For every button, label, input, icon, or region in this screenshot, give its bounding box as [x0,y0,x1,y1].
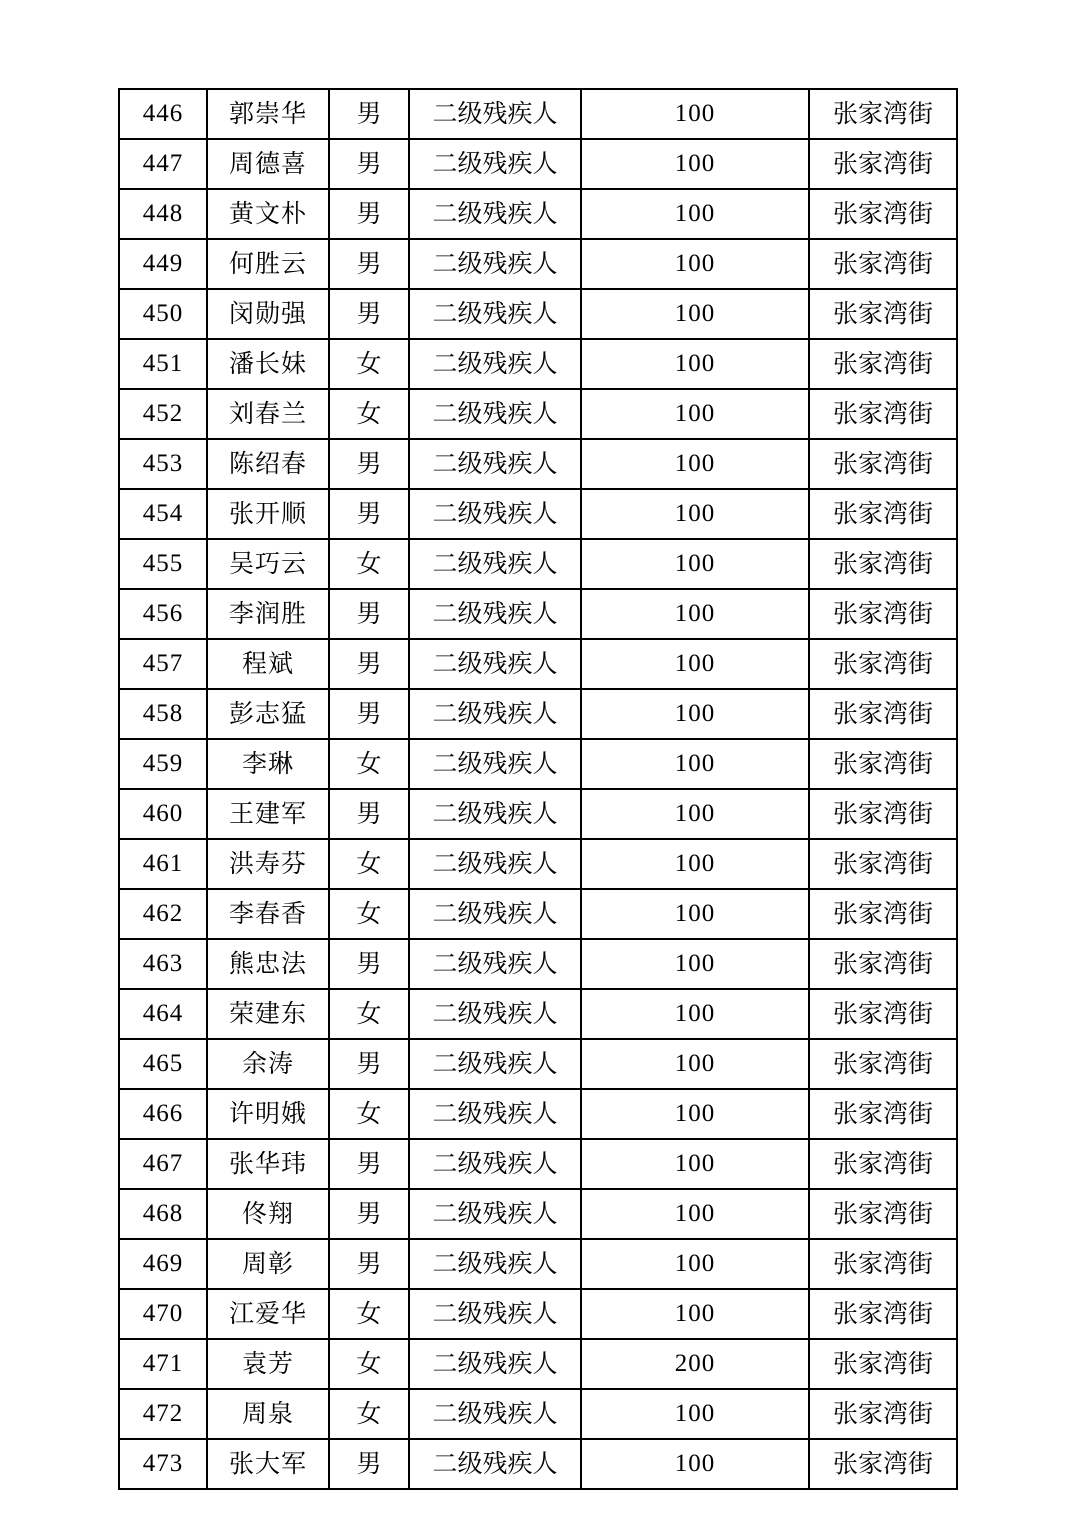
row-name-cell: 郭崇华 [207,89,329,139]
row-category-cell: 二级残疾人 [409,1039,581,1089]
row-index-cell: 468 [119,1189,207,1239]
row-name-cell: 李润胜 [207,589,329,639]
row-index-cell: 463 [119,939,207,989]
row-street-cell: 张家湾街 [809,289,957,339]
row-gender-cell: 男 [329,789,409,839]
row-amount-cell: 100 [581,989,809,1039]
row-amount-cell: 100 [581,439,809,489]
row-index-cell: 459 [119,739,207,789]
table-row [119,1039,957,1089]
row-street-cell: 张家湾街 [809,489,957,539]
row-amount-cell: 100 [581,1389,809,1439]
row-name-cell: 何胜云 [207,239,329,289]
row-amount-cell: 100 [581,1439,809,1489]
row-category-cell: 二级残疾人 [409,389,581,439]
row-gender-cell: 女 [329,989,409,1039]
row-index-cell: 458 [119,689,207,739]
table-row [119,239,957,289]
row-amount-cell: 100 [581,189,809,239]
row-index-cell: 473 [119,1439,207,1489]
row-name-cell: 闵勋强 [207,289,329,339]
row-amount-cell: 100 [581,639,809,689]
row-category-cell: 二级残疾人 [409,1189,581,1239]
row-name-cell: 黄文朴 [207,189,329,239]
row-gender-cell: 男 [329,1139,409,1189]
row-amount-cell: 200 [581,1339,809,1389]
row-index-cell: 449 [119,239,207,289]
row-gender-cell: 男 [329,189,409,239]
row-category-cell: 二级残疾人 [409,1339,581,1389]
table-row [119,739,957,789]
row-category-cell: 二级残疾人 [409,889,581,939]
table-row [119,689,957,739]
row-name-cell: 刘春兰 [207,389,329,439]
row-name-cell: 李春香 [207,889,329,939]
row-category-cell: 二级残疾人 [409,339,581,389]
row-category-cell: 二级残疾人 [409,839,581,889]
row-gender-cell: 男 [329,1039,409,1089]
row-street-cell: 张家湾街 [809,639,957,689]
row-index-cell: 460 [119,789,207,839]
row-amount-cell: 100 [581,89,809,139]
table-row [119,1089,957,1139]
row-name-cell: 陈绍春 [207,439,329,489]
row-amount-cell: 100 [581,689,809,739]
row-name-cell: 程斌 [207,639,329,689]
row-amount-cell: 100 [581,1239,809,1289]
row-amount-cell: 100 [581,539,809,589]
row-gender-cell: 男 [329,589,409,639]
row-index-cell: 457 [119,639,207,689]
row-amount-cell: 100 [581,1089,809,1139]
table-row [119,939,957,989]
table-row [119,289,957,339]
row-street-cell: 张家湾街 [809,739,957,789]
row-index-cell: 452 [119,389,207,439]
row-street-cell: 张家湾街 [809,189,957,239]
row-amount-cell: 100 [581,339,809,389]
row-name-cell: 周德喜 [207,139,329,189]
row-name-cell: 余涛 [207,1039,329,1089]
subsidy-roster-table [118,88,958,1490]
row-name-cell: 许明娥 [207,1089,329,1139]
row-street-cell: 张家湾街 [809,689,957,739]
table-row [119,1289,957,1339]
row-index-cell: 454 [119,489,207,539]
row-street-cell: 张家湾街 [809,89,957,139]
row-gender-cell: 女 [329,889,409,939]
table-row [119,839,957,889]
row-street-cell: 张家湾街 [809,1439,957,1489]
row-street-cell: 张家湾街 [809,1339,957,1389]
row-category-cell: 二级残疾人 [409,989,581,1039]
row-index-cell: 455 [119,539,207,589]
row-gender-cell: 女 [329,339,409,389]
row-street-cell: 张家湾街 [809,839,957,889]
row-index-cell: 470 [119,1289,207,1339]
row-category-cell: 二级残疾人 [409,139,581,189]
row-gender-cell: 女 [329,1289,409,1339]
row-street-cell: 张家湾街 [809,939,957,989]
row-name-cell: 洪寿芬 [207,839,329,889]
row-gender-cell: 男 [329,89,409,139]
row-category-cell: 二级残疾人 [409,639,581,689]
row-gender-cell: 男 [329,639,409,689]
row-index-cell: 451 [119,339,207,389]
table-row [119,989,957,1039]
row-category-cell: 二级残疾人 [409,789,581,839]
row-street-cell: 张家湾街 [809,1189,957,1239]
row-index-cell: 453 [119,439,207,489]
row-amount-cell: 100 [581,389,809,439]
row-street-cell: 张家湾街 [809,1239,957,1289]
table-row [119,889,957,939]
row-gender-cell: 女 [329,1089,409,1139]
table-row [119,1139,957,1189]
table-row [119,389,957,439]
row-category-cell: 二级残疾人 [409,1239,581,1289]
row-street-cell: 张家湾街 [809,339,957,389]
row-category-cell: 二级残疾人 [409,1289,581,1339]
table-row [119,89,957,139]
row-category-cell: 二级残疾人 [409,439,581,489]
table-row [119,1439,957,1489]
row-index-cell: 446 [119,89,207,139]
row-gender-cell: 男 [329,939,409,989]
row-amount-cell: 100 [581,889,809,939]
row-name-cell: 潘长妹 [207,339,329,389]
row-gender-cell: 女 [329,539,409,589]
row-amount-cell: 100 [581,1289,809,1339]
row-name-cell: 李琳 [207,739,329,789]
row-index-cell: 471 [119,1339,207,1389]
row-street-cell: 张家湾街 [809,389,957,439]
row-index-cell: 464 [119,989,207,1039]
table-row [119,1239,957,1289]
row-name-cell: 荣建东 [207,989,329,1039]
row-index-cell: 467 [119,1139,207,1189]
row-gender-cell: 女 [329,1389,409,1439]
row-category-cell: 二级残疾人 [409,739,581,789]
table-row [119,789,957,839]
row-gender-cell: 男 [329,489,409,539]
row-street-cell: 张家湾街 [809,1089,957,1139]
row-category-cell: 二级残疾人 [409,539,581,589]
row-name-cell: 张开顺 [207,489,329,539]
table-row [119,1189,957,1239]
row-name-cell: 袁芳 [207,1339,329,1389]
row-gender-cell: 男 [329,689,409,739]
row-category-cell: 二级残疾人 [409,1139,581,1189]
row-street-cell: 张家湾街 [809,1289,957,1339]
row-gender-cell: 男 [329,1189,409,1239]
table-row [119,1339,957,1389]
row-gender-cell: 男 [329,289,409,339]
row-index-cell: 465 [119,1039,207,1089]
row-gender-cell: 女 [329,739,409,789]
row-name-cell: 吴巧云 [207,539,329,589]
row-amount-cell: 100 [581,489,809,539]
row-amount-cell: 100 [581,589,809,639]
row-gender-cell: 男 [329,1239,409,1289]
row-amount-cell: 100 [581,1189,809,1239]
row-amount-cell: 100 [581,939,809,989]
row-gender-cell: 男 [329,439,409,489]
row-index-cell: 447 [119,139,207,189]
row-gender-cell: 男 [329,1439,409,1489]
row-index-cell: 466 [119,1089,207,1139]
row-name-cell: 熊忠法 [207,939,329,989]
row-amount-cell: 100 [581,1039,809,1089]
row-index-cell: 469 [119,1239,207,1289]
row-name-cell: 江爱华 [207,1289,329,1339]
row-index-cell: 461 [119,839,207,889]
table-row [119,339,957,389]
row-street-cell: 张家湾街 [809,439,957,489]
row-street-cell: 张家湾街 [809,589,957,639]
row-category-cell: 二级残疾人 [409,239,581,289]
row-street-cell: 张家湾街 [809,139,957,189]
row-category-cell: 二级残疾人 [409,589,581,639]
table-row [119,439,957,489]
table-row [119,589,957,639]
row-amount-cell: 100 [581,839,809,889]
table-row [119,489,957,539]
table-row [119,539,957,589]
row-amount-cell: 100 [581,139,809,189]
row-amount-cell: 100 [581,239,809,289]
row-category-cell: 二级残疾人 [409,489,581,539]
table-row [119,189,957,239]
row-name-cell: 张华玮 [207,1139,329,1189]
row-category-cell: 二级残疾人 [409,89,581,139]
row-street-cell: 张家湾街 [809,1389,957,1439]
row-category-cell: 二级残疾人 [409,1439,581,1489]
row-gender-cell: 男 [329,139,409,189]
row-category-cell: 二级残疾人 [409,689,581,739]
row-street-cell: 张家湾街 [809,789,957,839]
row-street-cell: 张家湾街 [809,239,957,289]
row-street-cell: 张家湾街 [809,539,957,589]
row-amount-cell: 100 [581,739,809,789]
row-gender-cell: 女 [329,389,409,439]
row-index-cell: 462 [119,889,207,939]
row-index-cell: 456 [119,589,207,639]
row-name-cell: 佟翔 [207,1189,329,1239]
table-row [119,139,957,189]
table-row [119,639,957,689]
row-street-cell: 张家湾街 [809,1139,957,1189]
row-gender-cell: 女 [329,1339,409,1389]
row-name-cell: 彭志猛 [207,689,329,739]
row-gender-cell: 男 [329,239,409,289]
row-amount-cell: 100 [581,1139,809,1189]
row-gender-cell: 女 [329,839,409,889]
row-category-cell: 二级残疾人 [409,939,581,989]
row-name-cell: 周泉 [207,1389,329,1439]
row-street-cell: 张家湾街 [809,989,957,1039]
row-category-cell: 二级残疾人 [409,189,581,239]
row-index-cell: 472 [119,1389,207,1439]
table-row [119,1389,957,1439]
row-amount-cell: 100 [581,289,809,339]
row-index-cell: 448 [119,189,207,239]
row-category-cell: 二级残疾人 [409,1089,581,1139]
row-amount-cell: 100 [581,789,809,839]
row-category-cell: 二级残疾人 [409,1389,581,1439]
row-street-cell: 张家湾街 [809,889,957,939]
row-index-cell: 450 [119,289,207,339]
row-name-cell: 张大军 [207,1439,329,1489]
row-name-cell: 王建军 [207,789,329,839]
row-name-cell: 周彰 [207,1239,329,1289]
row-category-cell: 二级残疾人 [409,289,581,339]
row-street-cell: 张家湾街 [809,1039,957,1089]
